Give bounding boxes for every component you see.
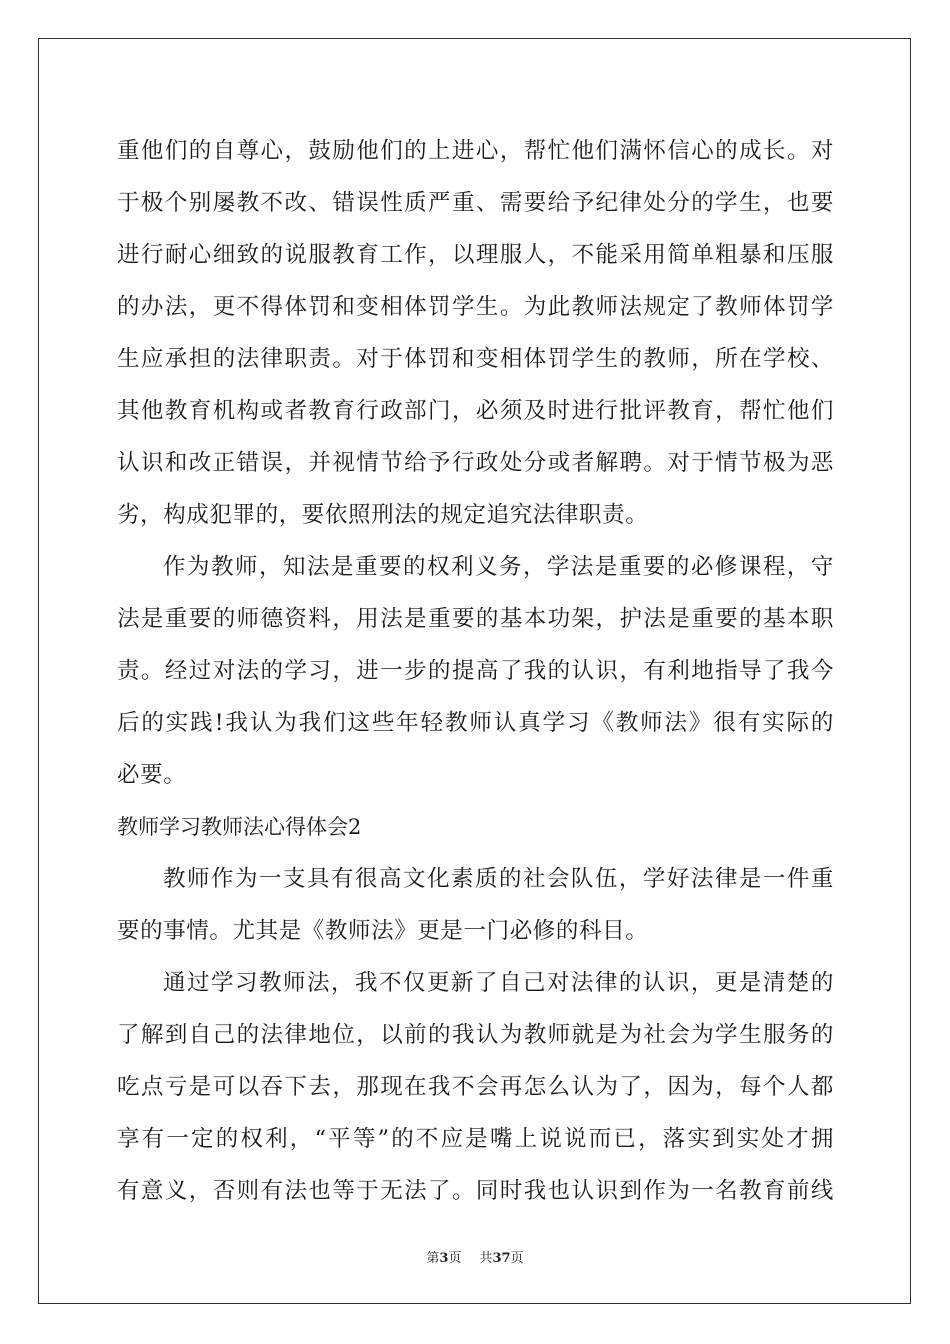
document-body [117, 125, 834, 1217]
body-line-3: 进行耐心细致的说服教育工作，以理服人，不能采用简单粗暴和压服 [117, 242, 834, 268]
body-line-16: 要的事情。尤其是《教师法》更是一门必修的科目。 [117, 918, 649, 944]
body-line-19: 吃点亏是可以吞下去，那现在我不会再怎么认为了，因为，每个人都 [117, 1074, 834, 1100]
body-line-8: 劣，构成犯罪的，要依照刑法的规定追究法律职责。 [117, 502, 649, 528]
body-line-4: 的办法，更不得体罚和变相体罚学生。为此教师法规定了教师体罚学 [117, 294, 834, 320]
body-line-12: 后的实践!我认为我们这些年轻教师认真学习《教师法》很有实际的 [117, 710, 834, 736]
page-footer [0, 1247, 950, 1266]
page-suffix: 页 [448, 1251, 462, 1266]
body-line-7: 认识和改正错误，并视情节给予行政处分或者解聘。对于情节极为恶 [117, 450, 834, 476]
total-suffix: 页 [510, 1251, 524, 1266]
total-pages: 37 [492, 1251, 511, 1266]
section-heading: 教师学习教师法心得体会2 [117, 815, 362, 839]
page-prefix: 第 [426, 1251, 440, 1266]
body-line-2: 于极个别屡教不改、错误性质严重、需要给予纪律处分的学生，也要 [117, 190, 834, 216]
body-line-20: 享有一定的权利，“平等”的不应是嘴上说说而已，落实到实处才拥 [117, 1126, 834, 1152]
body-line-9: 作为教师，知法是重要的权利义务，学法是重要的必修课程，守 [163, 554, 834, 580]
body-line-13: 必要。 [117, 762, 187, 788]
body-line-15: 教师作为一支具有很高文化素质的社会队伍，学好法律是一件重 [163, 866, 834, 892]
body-line-21: 有意义，否则有法也等于无法了。同时我也认识到作为一名教育前线 [117, 1178, 834, 1204]
body-line-18: 了解到自己的法律地位，以前的我认为教师就是为社会为学生服务的 [117, 1022, 834, 1048]
body-line-1: 重他们的自尊心，鼓励他们的上进心，帮忙他们满怀信心的成长。对 [117, 138, 834, 164]
body-line-17: 通过学习教师法，我不仅更新了自己对法律的认识，更是清楚的 [163, 970, 834, 996]
page-number: 3 [439, 1251, 449, 1266]
total-prefix: 共 [479, 1251, 493, 1266]
body-line-5: 生应承担的法律职责。对于体罚和变相体罚学生的教师，所在学校、 [117, 346, 834, 372]
body-line-6: 其他教育机构或者教育行政部门，必须及时进行批评教育，帮忙他们 [117, 398, 834, 424]
body-line-10: 法是重要的师德资料，用法是重要的基本功架，护法是重要的基本职 [117, 606, 834, 632]
body-line-11: 责。经过对法的学习，进一步的提高了我的认识，有利地指导了我今 [117, 658, 834, 684]
